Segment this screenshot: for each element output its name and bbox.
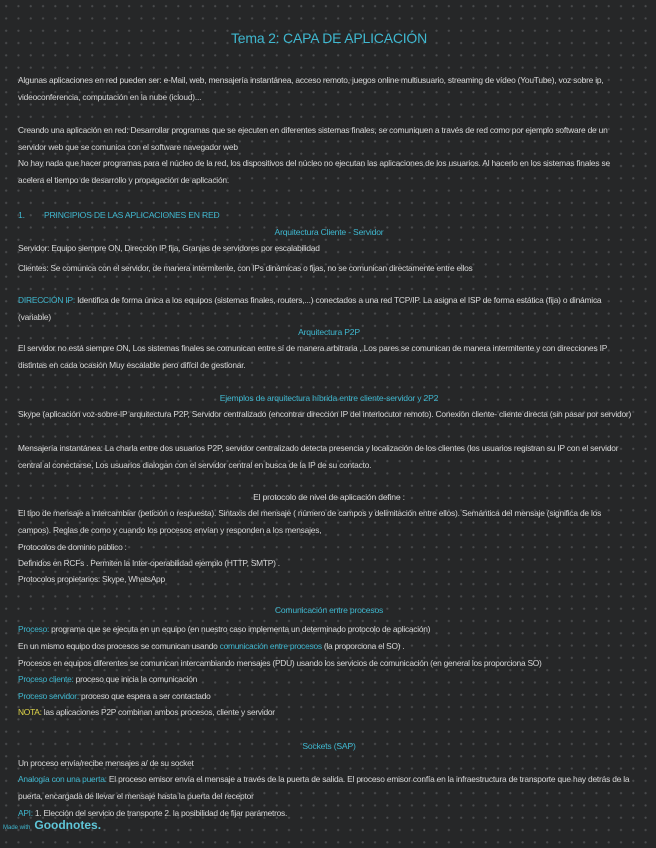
skype-paragraph: Skype (aplicación voz-sobre-IP arquitectura P2P, Servidor centralizado (encontrar dirección IP del interlocutor remoto). Conexión cliente- cliente directa (sin pasar por servidor) [18, 409, 632, 419]
proceso-label: Proceso: [18, 624, 50, 634]
proceso-servidor-label: Proceso servidor: [18, 691, 79, 701]
analogia-label: Analogía con una puerta: [18, 774, 107, 784]
heading-cliente-servidor: Arquitectura Cliente - Servidor [274, 227, 384, 237]
heading-protocolo: El protocolo de nivel de aplicación define : [253, 492, 405, 502]
api-line [18, 806, 638, 821]
heading-sockets: Sockets (SAP) [302, 741, 356, 751]
intro-paragraph-1: Algunas aplicaciones en red pueden ser: e-Mail, web, mensajería instantánea, acceso remoto, juegos online multiusuario, streaming de vídeo (YouTube), voz sobre ip, videoconferencia, computación en la nube (icloud)... [18, 75, 604, 102]
section-heading [18, 210, 220, 220]
dominio-publico-line: Protocolos de dominio público : [18, 542, 127, 552]
goodnotes-watermark [3, 818, 101, 832]
direccion-ip-text: Identifica de forma única a los equipos (sistemas finales, routers,...) conectados a una red TCP/IP. La asigna el ISP de forma estática (fija) o dinámica (variable) [18, 295, 602, 322]
nota-label: NOTA: [18, 707, 42, 717]
proceso-text: programa que se ejecuta en un equipo (en nuestro caso implementa un determinado protocolo de aplicación) [49, 624, 431, 634]
analogia-text: El proceso emisor envía el mensaje a través de la puerta de salida. El proceso emisor confía en la infraestructura de transporte que hay detrás de la puerta, encargada de llevar el mensaje hasta la puerta del receptor [18, 774, 630, 801]
mensajeria-paragraph: Mensajería instantánea: La charla entre dos usuarios P2P, servidor centralizado detecta presencia y localización de los clientes (los usuarios registran su IP con el servidor central al conectarse, Los usuarios dialogan con el servidor central en busca de la IP de su contacto. [18, 443, 619, 470]
section-number: 1. [18, 210, 25, 220]
propietarios-line: Protocolos propietarios: Skype, WhatsApp [18, 574, 165, 584]
mismo-equipo-highlight: comunicación entre procesos [219, 641, 322, 651]
api-label: API: [18, 808, 33, 818]
proceso-cliente-line [18, 672, 638, 687]
p2p-paragraph: El servidor no está siempre ON, Los sistemas finales se comunican entre sí de manera arbitraria , Los pares se comunican de manera intermitente y con direcciones IP distintas en cada ocasión Muy escalable pero difícil de gestionar. [18, 343, 607, 370]
made-with-label: Made with [3, 825, 31, 831]
proceso-servidor-text: proceso que espera a ser contactado [78, 691, 211, 701]
intro-paragraph-3: No hay nada que hacer programas para el núcleo de la red, los dispositivos del núcleo no ejecutan las aplicaciones de los usuarios. Al hacerlo en los sistemas finales se acelera el tiempo de desarrollo y propagación de aplicación. [18, 158, 610, 185]
servidor-line: Servidor: Equipo siempre ON, Dirección IP fija, Granjas de servidores por escalabilidad [18, 243, 320, 253]
intro-paragraph-2: Creando una aplicación en red: Desarrollar programas que se ejecuten en diferentes sistemas finales, se comuniquen a través de red como por ejemplo software de un servidor web que se comunica con el software navegador web [18, 125, 608, 152]
nota-line [18, 705, 638, 720]
direccion-ip-label: DIRECCIÓN IP: [18, 295, 75, 305]
api-text: 1. Elección del servicio de transporte 2. la posibilidad de fijar parámetros. [32, 808, 288, 818]
equipos-diferentes-line: Procesos en equipos diferentes se comunican intercambiando mensajes (PDU) usando los servicios de comunicación (en general los proporciona SO) [18, 658, 542, 668]
proceso-line [18, 622, 638, 637]
proceso-cliente-text: proceso que inicia la comunicación [73, 674, 198, 684]
heading-comunicacion: Comunicación entre procesos [274, 605, 384, 615]
heading-hibrida: Ejemplos de arquitectura híbrida entre cliente-servidor y 2P2 [219, 393, 439, 403]
heading-p2p: Arquitectura P2P [298, 327, 360, 337]
proceso-cliente-label: Proceso cliente: [18, 674, 74, 684]
mismo-equipo-line [18, 639, 638, 654]
page-title: Tema 2: CAPA DE APLICACIÓN [230, 30, 428, 46]
goodnotes-logo: Goodnotes. [34, 818, 102, 832]
socket-line: Un proceso envía/recibe mensajes a/ de su socket [18, 758, 194, 768]
direccion-ip-paragraph [18, 292, 636, 326]
mismo-equipo-text-b: (la proporciona el SO) . [321, 641, 405, 651]
clientes-line: Clientes: Se comunica con el servidor, de manera intermitente, con IPs dinámicas o fijas, no se comunican directamente entre ellos [18, 263, 473, 273]
mismo-equipo-text-a: En un mismo equipo dos procesos se comunican usando [18, 641, 220, 651]
rfc-line: Definidos en RCFs . Permiten la Inter-operabilidad ejemplo (HTTP, SMTP) . [18, 558, 280, 568]
proceso-servidor-line [18, 689, 638, 704]
analogia-paragraph [18, 771, 636, 805]
nota-text: las aplicaciones P2P combinan ambos procesos, cliente y servidor [41, 707, 275, 717]
section-title: PRINCIPIOS DE LAS APLICACIONES EN RED [44, 210, 220, 220]
protocolo-define-paragraph: El tipo de mensaje a intercambiar (petición o respuesta). Sintaxis del mensaje ( número de campos y delimitación entre ellos). Semántica del mensaje (significa de los campos). Reglas de como y cuando los procesos envían y responden a los mensajes, [18, 508, 602, 535]
